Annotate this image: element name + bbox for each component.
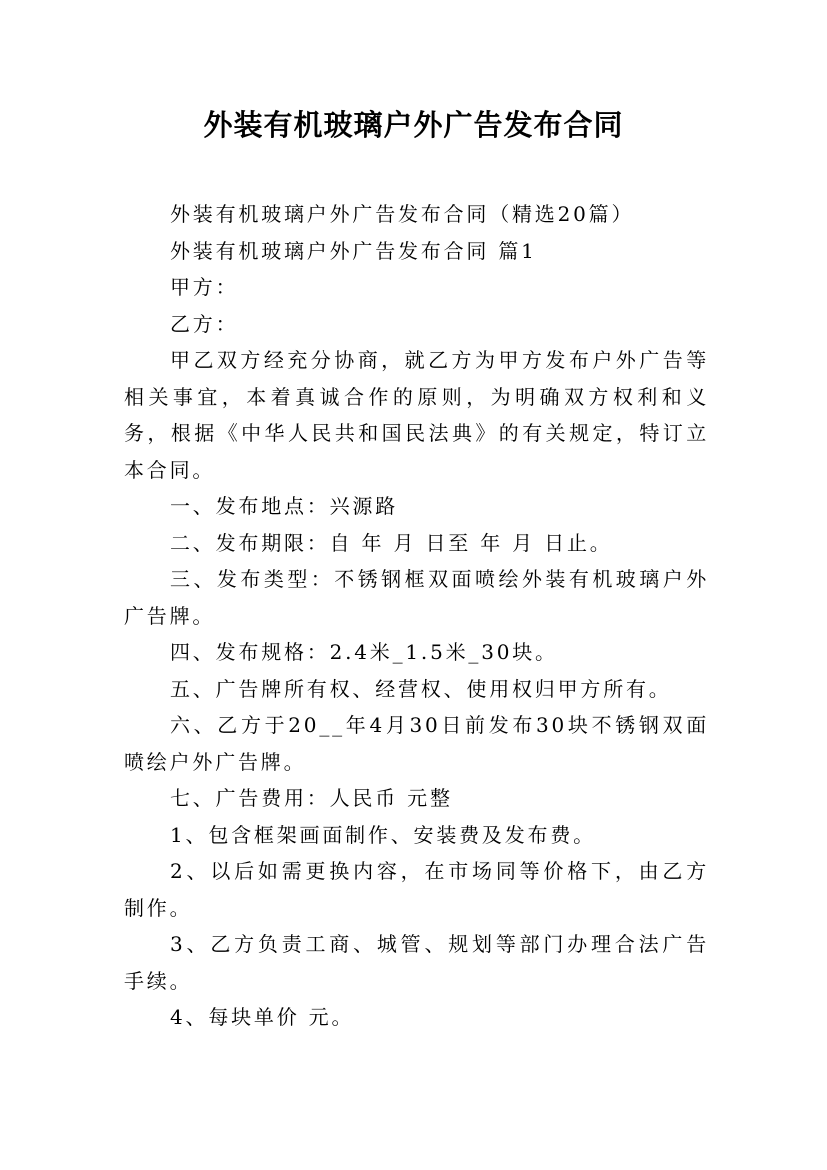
paragraph-item-4: 4、每块单价 元。	[170, 1005, 355, 1029]
paragraph-clause-2: 二、发布期限：自 年 月 日至 年 月 日止。	[170, 530, 613, 555]
paragraph-item-1: 1、包含框架画面制作、安装费及发布费。	[170, 822, 596, 847]
paragraph-clause-3: 三、发布类型：不锈钢框双面喷绘外装有机玻璃户外广告牌。	[124, 567, 709, 628]
paragraph-subtitle: 外装有机玻璃户外广告发布合同（精选20篇）	[170, 202, 635, 226]
paragraph-item-2: 2、以后如需更换内容，在市场同等价格下，由乙方制作。	[124, 859, 709, 920]
paragraph-clause-7: 七、广告费用：人民币 元整	[170, 786, 453, 810]
paragraph-clause-6: 六、乙方于20__年4月30日前发布30块不锈钢双面喷绘户外广告牌。	[124, 713, 709, 774]
paragraph-clause-1: 一、发布地点：兴源路	[170, 494, 398, 518]
paragraph-party-a: 甲方：	[170, 275, 239, 299]
paragraph-preamble: 甲乙双方经充分协商，就乙方为甲方发布户外广告等相关事宜，本着真诚合作的原则，为明确双方权利和义务，根据《中华人民共和国民法典》的有关规定，特订立本合同。	[124, 348, 709, 482]
paragraph-section-heading: 外装有机玻璃户外广告发布合同 篇1	[170, 238, 537, 263]
document-body	[124, 196, 709, 1036]
paragraph-clause-5: 五、广告牌所有权、经营权、使用权归甲方所有。	[170, 676, 672, 701]
paragraph-clause-4: 四、发布规格：2.4米_1.5米_30块。	[170, 640, 558, 664]
paragraph-party-b: 乙方：	[170, 311, 239, 336]
document-title: 外装有机玻璃户外广告发布合同	[203, 108, 624, 142]
paragraph-item-3: 3、乙方负责工商、城管、规划等部门办理合法广告手续。	[124, 932, 709, 993]
